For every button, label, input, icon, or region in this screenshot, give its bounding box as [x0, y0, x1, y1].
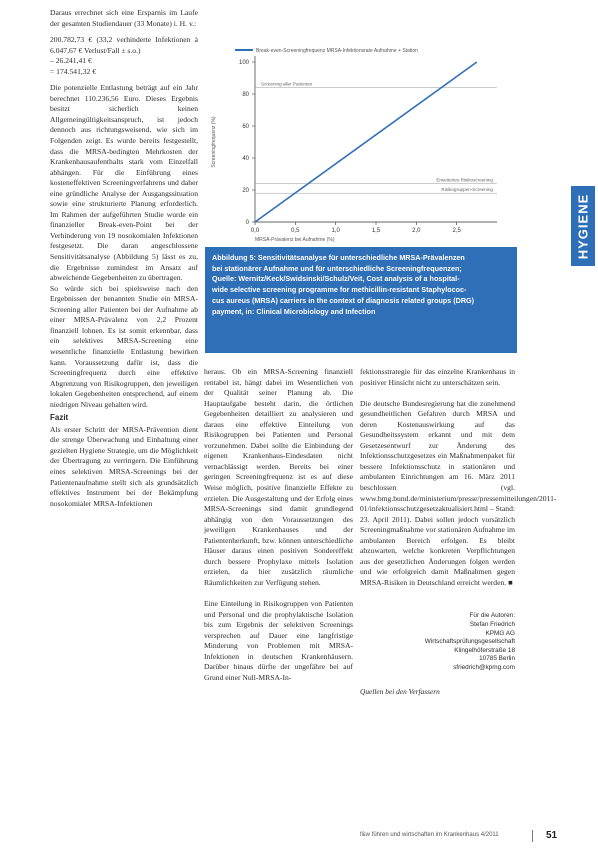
- signature-line: Klingelhöferstraße 18: [454, 646, 515, 654]
- right-column: [360, 367, 557, 697]
- end-mark: ■: [508, 577, 513, 587]
- caption-line: wide selective screening programme for methicillin-resistant Staphylococ-: [212, 285, 467, 295]
- y-tick-label: 60: [242, 124, 249, 130]
- figure-caption: [205, 247, 517, 353]
- sources-note: Quellen bei den Verfassern: [360, 686, 440, 696]
- caption-line: Quelle: Wernitz/Keck/Swidsinski/Schulz/Veit, Cost analysis of a hospital-: [212, 274, 460, 284]
- y-tick-label: 0: [245, 220, 249, 226]
- signature-line: 10785 Berlin: [479, 655, 515, 663]
- journal-name: f&w führen und wirtschaften im Krankenhaus 4/2011: [360, 832, 499, 838]
- x-axis-label: MRSA-Prävalenz bei Aufnahme (%): [255, 237, 335, 243]
- caption-line: cus aureus (MRSA) carriers in the context of diagnosis related groups (DRG): [212, 295, 474, 305]
- paragraph: Daraus errechnet sich eine Ersparnis im Laufe der gesamten Studiendauer (33 Monate) i. H. v.:: [50, 8, 198, 28]
- reference-line-label: Erweitertes Risikoscreening: [436, 177, 493, 183]
- paragraph: fektionsstrategie für das einzelne Krankenhaus in positiver Hinsicht nicht zu unterschätzen sein.: [360, 367, 515, 387]
- author-signature: [360, 612, 515, 672]
- reference-line-label: Screening aller Patienten: [261, 81, 313, 87]
- page-number: 51: [546, 830, 558, 841]
- section-heading: Fazit: [50, 413, 69, 423]
- paragraph: So würde sich bei spielsweise nach den Ergebnissen der benannten Studie ein MRSA-Screening aller Patienten bei der Aufnahme ab einer MRSA-Prävalenz von 2,2 Prozent finanziell lohnen. Es ist somit erkennbar, dass ein selektives MRSA-Screening eine wesentliche finanzielle Entlastung bewirken kann. Voraussetzung dafür ist, dass die Screeningfrequenz durch eine effektive Abgrenzung von Risikogruppen, den jeweiligen lokalen Gegebenheiten entsprechend, auf einem niedrigen Niveau gehalten wird.: [50, 283, 198, 409]
- x-tick-label: 1,0: [331, 228, 340, 234]
- x-tick-label: 1,5: [371, 228, 381, 234]
- legend-label: Break-even-Screeningfrequenz MRSA-Infektionsrate Aufnahme + Station: [256, 48, 418, 54]
- calculation-line: – 26.241,41 €: [50, 56, 92, 66]
- x-tick-label: 2,0: [412, 228, 421, 234]
- author-email: sfriedrich@kpmg.com: [453, 664, 515, 671]
- calculation-line: = 174.541,32 €: [50, 66, 97, 76]
- chart-svg: [205, 44, 517, 244]
- calculation-block: [50, 35, 198, 77]
- y-tick-label: 20: [242, 188, 249, 194]
- footer-divider: [532, 830, 533, 842]
- paragraph: [360, 398, 557, 589]
- page-footer: [360, 830, 570, 844]
- x-tick-label: 2,5: [452, 228, 461, 234]
- x-tick-label: 0,0: [250, 228, 260, 234]
- caption-line: bei stationärer Aufnahme und für unterschiedliche Screeningfrequenzen;: [212, 263, 462, 273]
- y-tick-label: 80: [242, 92, 249, 98]
- y-tick-label: 40: [242, 156, 249, 162]
- paragraph: heraus. Ob ein MRSA-Screening finanziell rentabel ist, hängt dabei im Wesentlichen von der Qualität seiner Planung ab. Die Hauptaufgabe besteht darin, die örtlichen Gegebenheiten detailliert zu analysieren und daraus eine effektive Einteilung von Risikogruppen bei Patienten und Personal vorzunehmen. Dabei sollte die Einbindung der eigenen Krankenhaus-Eindesdaten nicht vernachlässigt werden. Bereits bei einer geringen Screeningfrequenz ist es auf diese Weise möglich, positive finanzielle Effekte zu erzielen. Die Ausgestaltung und der Erfolg eines MRSA-Screenings sind damit grundlegend abhängig von den Voraussetzungen des jeweiligen Krankenhauses und der Patientenherkunft, bzw. können unterschiedliche Häuser daraus einen positiven Sondereffekt durch bessere Prophylaxe mittels Isolation erzielen, da hier zusätzlich räumliche Räumlichkeiten zur Verfügung stehen.: [204, 367, 353, 587]
- y-axis-label: Screeningfrequenz (%): [211, 116, 217, 168]
- signature-line: Wirtschaftsprüfungsgesellschaft: [424, 638, 515, 646]
- section-label-text: HYGIENE: [575, 193, 591, 259]
- calculation-line: 200.782,73 € (33,2 verhinderte Infektionen à 6.047,67 € Verlust/Fall ± s.o.): [50, 35, 198, 55]
- signature-line: KPMG AG: [485, 629, 515, 637]
- caption-line: Abbildung 5: Sensitivitätsanalyse für unterschiedliche MRSA-Prävalenzen: [212, 253, 465, 262]
- paragraph: Eine Einteilung in Risikogruppen von Patienten und Personal und die prophylaktische Isolation bis zum Ergebnis der selektiven Screenings versprechen auf Dauer eine langfristige Minderung von Problemen mit MRSA-Infektionen in deutschen Krankenhäusern. Darüber hinaus dürfte der ungefähre bei auf Grund einer Null-MRSA-In-: [204, 598, 353, 682]
- reference-line-label: Risikogruppen-Screening: [441, 187, 493, 193]
- left-column: [50, 8, 198, 509]
- section-sidebar: [570, 0, 598, 851]
- caption-line: payment, in: Clinical Microbiology and Infection: [212, 306, 376, 316]
- signature-line: Stefan Friedrich: [469, 621, 515, 629]
- middle-column: [204, 367, 353, 683]
- signature-line: Für die Autoren:: [469, 612, 515, 620]
- y-tick-label: 100: [238, 60, 249, 66]
- section-label: [571, 186, 595, 266]
- paragraph: Die potenzielle Entlastung beträgt auf ein Jahr berechnet 110.236,56 Euro. Dieses Ergebnis besitzt sicherlich keinen Allgemeingültigkeitsanspruch, ist jedoch dennoch aus richtungsweisend, wie sich im Folgenden zeigt. Es wurde bereits festgestellt, dass die MRSA-bedingten Mehrkosten der Krankenhausaufenthalts stark vom Einzelfall abhängen. Für die Einführung eines kosteneffektiven Screeningverfahrens und daher eine gründliche Analyse der Ausgangssituation sowie eine strukturierte Planung erforderlich. Im Rahmen der aufgeführten Studie wurde ein finanzieller Break-even-Point bei der Verhinderung von 19 nosokomialen Infektionen festgesetzt. Die daran angeschlossene Sensitivitätsanalyse (Abbildung 5) lässt es zu, die Ergebnisse zumindest im Ansatz auf abweichende Gegebenheiten zu übertragen.: [50, 83, 198, 283]
- x-tick-label: 0,5: [291, 228, 300, 234]
- paragraph: Als erster Schritt der MRSA-Prävention dient die strenge Überwachung und Einhaltung einer gezielten Hygiene Strategie, um die Möglichkeit der Übertragung zu verringern. Die Einführung eines selektiven MRSA-Screenings bei der Patientenaufnahme stellt sich als grundsätzlich effektives Instrument bei der Bekämpfung nosokomialer MRSA-Infektionen: [50, 424, 198, 508]
- sensitivity-chart: [205, 44, 517, 244]
- paragraph-text: Die deutsche Bundesregierung hat die zunehmend gesundheitlichen Gefahren durch MRSA und deren Kostenauswirkung auf das Gesundheitssystem erkannt und mit dem Gesetzesentwurf zur Änderung des Infektionsschutzgesetzes ein Maßnahmenpaket für bessere Infektionsschutz in stationären und ambulanten Einrichtungen am 16. März 2011 beschlossen (vgl. www.bmg.bund.de/ministerium/presse/pressemitteilungen/2011-01/infektionsschutzgesetzaktualisiert.html – Stand: 23. April 2011). Dabei sollen jedoch vorsätzlich Screeningmaßnahme vor stationären Aufnahme im ambulanten Bereich erfolgen. Es bleibt abzuwarten, welche konkreten Verpflichtungen aus der gesetzlichen Änderungen folgen werden und wie erfolgreich damit Maßnahmen gegen MRSA-Risiken in Deutschland erreicht werden.: [360, 398, 557, 587]
